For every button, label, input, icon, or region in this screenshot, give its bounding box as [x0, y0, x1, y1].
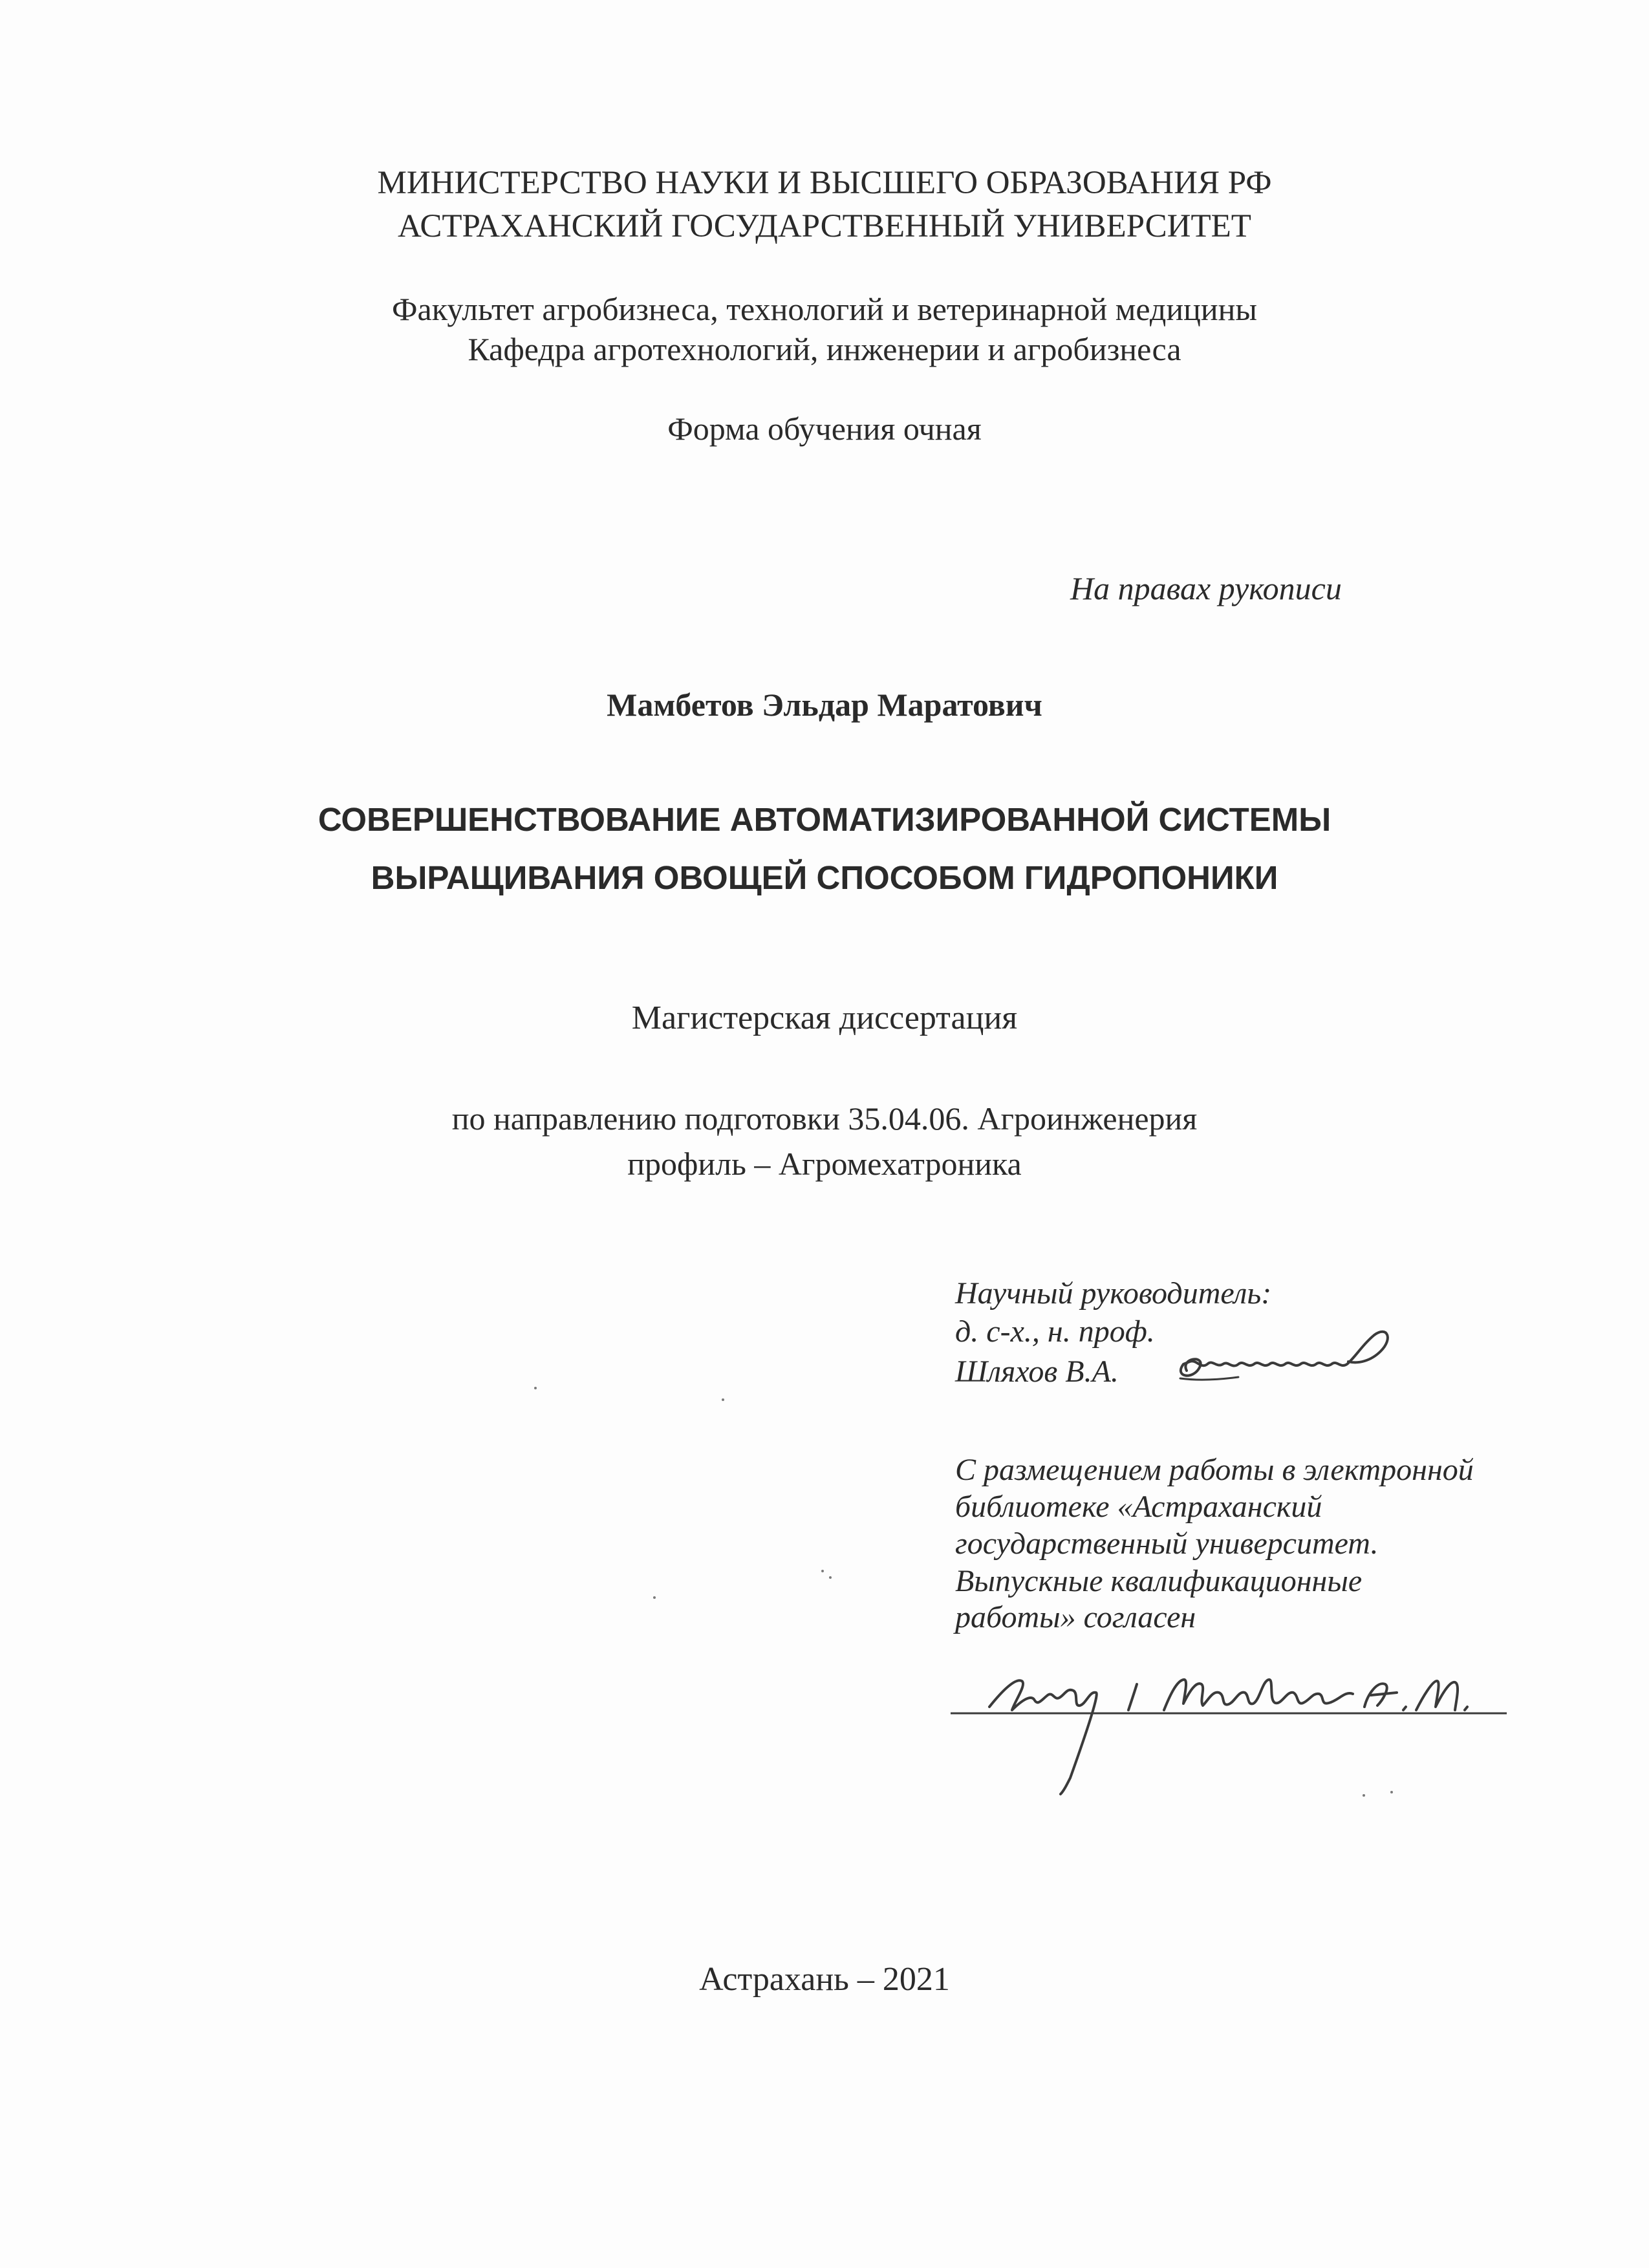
department-name: Кафедра агротехнологий, инженерии и агробизнеса: [468, 331, 1181, 367]
consent-line-5: работы» согласен: [955, 1600, 1196, 1634]
scan-speck: [829, 1576, 832, 1579]
scan-speck: [821, 1570, 824, 1572]
consent-line-1: С размещением работы в электронной: [955, 1453, 1474, 1487]
ministry-name: МИНИСТЕРСТВО НАУКИ И ВЫСШЕГО ОБРАЗОВАНИЯ РФ: [377, 165, 1272, 201]
study-profile: профиль – Агромехатроника: [627, 1146, 1022, 1182]
manuscript-note: На правах рукописи: [1070, 570, 1342, 606]
consent-line-3: государственный университет.: [955, 1526, 1379, 1561]
work-type: Магистерская диссертация: [631, 1000, 1018, 1036]
university-name: АСТРАХАНСКИЙ ГОСУДАРСТВЕННЫЙ УНИВЕРСИТЕТ: [398, 208, 1251, 244]
consent-signature: [951, 1655, 1507, 1804]
supervisor-heading: Научный руководитель:: [955, 1276, 1272, 1311]
author-name: Мамбетов Эльдар Маратович: [607, 687, 1042, 723]
scan-speck: [722, 1398, 724, 1401]
supervisor-name: Шляхов В.А.: [955, 1354, 1119, 1389]
faculty-name: Факультет агробизнеса, технологий и ветеринарной медицины: [392, 291, 1257, 327]
city-and-year: Астрахань – 2021: [699, 1961, 950, 1998]
supervisor-degree: д. с-х., н. проф.: [955, 1314, 1155, 1349]
thesis-title-line-1: СОВЕРШЕНСТВОВАНИЕ АВТОМАТИЗИРОВАННОЙ СИСТЕМЫ: [318, 801, 1331, 838]
study-direction: по направлению подготовки 35.04.06. Агроинженерия: [451, 1100, 1198, 1137]
scan-speck: [1363, 1794, 1365, 1797]
scan-speck: [653, 1596, 656, 1599]
consent-line-4: Выпускные квалификационные: [955, 1564, 1363, 1598]
scan-speck: [534, 1387, 537, 1389]
scan-speck: [1390, 1791, 1393, 1793]
consent-line-2: библиотеке «Астраханский: [955, 1490, 1322, 1524]
supervisor-signature: [1161, 1319, 1400, 1390]
thesis-title-line-2: ВЫРАЩИВАНИЯ ОВОЩЕЙ СПОСОБОМ ГИДРОПОНИКИ: [371, 859, 1278, 896]
study-form: Форма обучения очная: [667, 411, 982, 447]
